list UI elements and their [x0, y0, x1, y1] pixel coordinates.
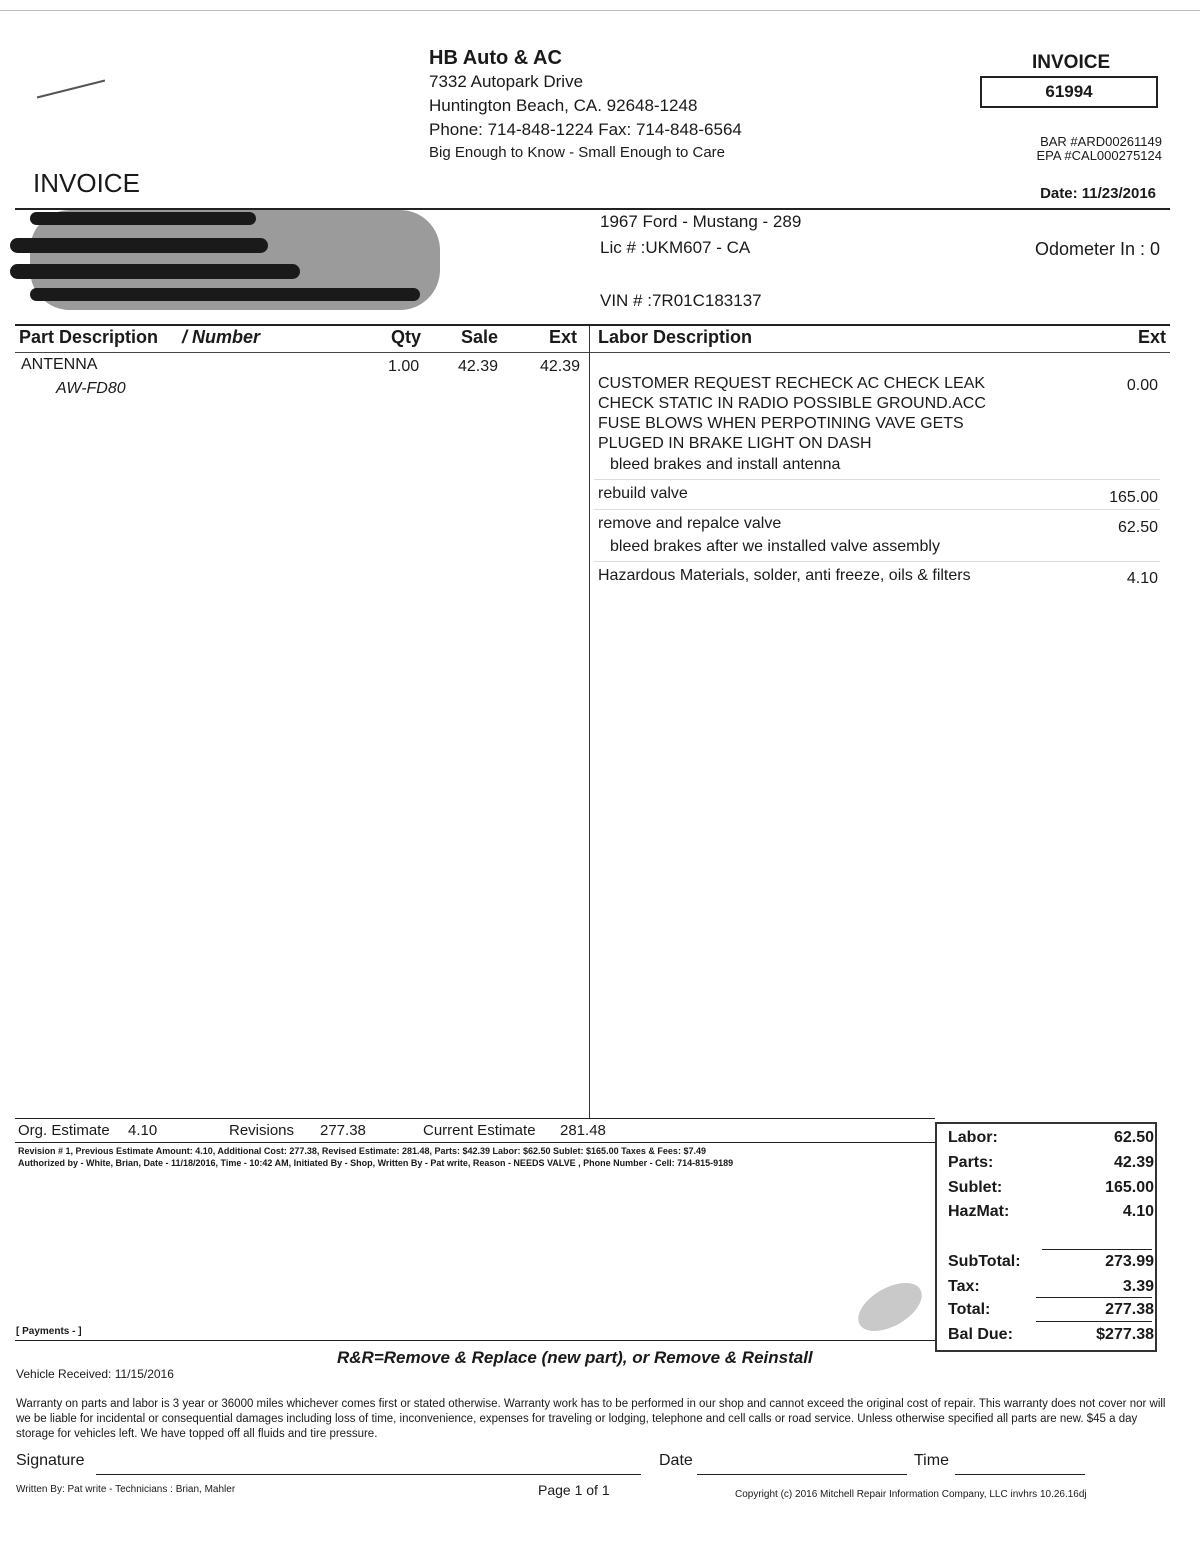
vehicle-license: Lic # :UKM607 - CA — [600, 238, 751, 257]
estimate-top-rule — [15, 1118, 935, 1119]
columns-bottom-rule — [15, 352, 1170, 353]
labor-line: CUSTOMER REQUEST RECHECK AC CHECK LEAK — [598, 375, 986, 392]
col-part-description: Part Description — [19, 327, 159, 347]
shop-name: HB Auto & AC — [429, 47, 562, 69]
date-line[interactable] — [697, 1474, 907, 1475]
labor-separator — [594, 561, 1160, 562]
labor-separator — [594, 479, 1160, 480]
tax-value: 3.39 — [1122, 1278, 1154, 1295]
column-divider — [589, 326, 590, 1118]
bar-number: BAR #ARD00261149 — [1040, 134, 1162, 149]
baldue-label: Bal Due: — [948, 1326, 1013, 1343]
col-ext: Ext — [549, 327, 578, 347]
sublet-total-label: Sublet: — [948, 1179, 1003, 1196]
part-sale: 42.39 — [458, 358, 499, 375]
payments-label: [ Payments - ] — [16, 1326, 82, 1337]
baldue-value: $277.38 — [1096, 1326, 1154, 1343]
labor-line: CHECK STATIC IN RADIO POSSIBLE GROUND.ACC — [598, 395, 986, 412]
columns-top-rule — [15, 324, 1170, 326]
subtotal-value: 273.99 — [1105, 1253, 1154, 1270]
col-sale: Sale — [461, 327, 499, 347]
payments-rule — [15, 1340, 935, 1341]
total-label: Total: — [948, 1301, 991, 1318]
subtotal-label: SubTotal: — [948, 1253, 1021, 1270]
parts-total-value: 42.39 — [1113, 1154, 1154, 1171]
col-qty: Qty — [391, 327, 422, 347]
epa-number: EPA #CAL000275124 — [1036, 148, 1162, 163]
labor-note: bleed brakes after we installed valve assembly — [610, 538, 940, 555]
shop-address2: Huntington Beach, CA. 92648-1248 — [429, 96, 698, 115]
parts-total-label: Parts: — [948, 1154, 994, 1171]
labor-total-value: 62.50 — [1113, 1129, 1154, 1146]
labor-line: Hazardous Materials, solder, anti freeze, oils & filters — [598, 567, 971, 584]
baldue-rule — [1036, 1321, 1152, 1322]
part-number: AW-FD80 — [56, 380, 126, 397]
sublet-total-value: 165.00 — [1105, 1179, 1154, 1196]
pen-mark — [37, 80, 105, 99]
labor-line: PLUGED IN BRAKE LIGHT ON DASH — [598, 435, 872, 452]
labor-amount: 0.00 — [1126, 377, 1158, 394]
total-rule — [1036, 1297, 1152, 1298]
authorized-line: Authorized by - White, Brian, Date - 11/18/2016, Time - 10:42 AM, Initiated By - Shop, Written By - Pat write, Reason - NEEDS VALVE , Phone Number - Cell: 714-815-9189 — [18, 1158, 734, 1168]
hazmat-total-label: HazMat: — [948, 1203, 1010, 1220]
part-description: ANTENNA — [21, 356, 98, 373]
date-label: Date — [659, 1452, 693, 1469]
revisions-value: 277.38 — [320, 1122, 366, 1139]
revisions-label: Revisions — [229, 1122, 295, 1139]
vehicle-model: 1967 Ford - Mustang - 289 — [600, 212, 802, 231]
labor-total-label: Labor: — [948, 1129, 998, 1146]
org-estimate-value: 4.10 — [128, 1122, 158, 1139]
doc-title: INVOICE — [33, 168, 140, 198]
vehicle-vin: VIN # :7R01C183137 — [600, 291, 762, 310]
invoice-label: INVOICE — [1032, 52, 1111, 73]
written-by: Written By: Pat write - Technicians : Brian, Mahler — [16, 1484, 236, 1495]
labor-amount: 4.10 — [1126, 570, 1158, 587]
signature-label: Signature — [16, 1452, 85, 1469]
part-ext: 42.39 — [540, 358, 581, 375]
labor-note: bleed brakes and install antenna — [610, 456, 841, 473]
part-qty: 1.00 — [388, 358, 420, 375]
estimate-bottom-rule — [15, 1142, 935, 1143]
ink-smudge — [850, 1273, 930, 1341]
time-line[interactable] — [955, 1474, 1085, 1475]
copyright: Copyright (c) 2016 Mitchell Repair Information Company, LLC invhrs 10.26.16dj — [735, 1489, 1087, 1500]
labor-line: remove and repalce valve — [598, 515, 782, 532]
time-label: Time — [914, 1452, 949, 1469]
warranty-text: Warranty on parts and labor is 3 year or 36000 miles whichever comes first or stated otherwise. Warranty work has to be performed in our shop and cannot exceed the original cost of repair. This warranty does not cover nor will we be liable for incidental or consequential damages including loss of time, inconvenience, expenses for traveling or lodging, telephone and cell calls or road service. Unless otherwise specified all parts are new. $45 a day storage for vehicles left. We have topped off all fluids and tire pressure. — [16, 1398, 1166, 1440]
hazmat-total-value: 4.10 — [1122, 1203, 1154, 1220]
subtotal-rule — [1042, 1249, 1152, 1250]
signature-line[interactable] — [96, 1474, 641, 1475]
top-edge-rule — [0, 10, 1200, 11]
col-part-number: / Number — [182, 327, 261, 347]
page-number: Page 1 of 1 — [538, 1482, 610, 1498]
current-estimate-value: 281.48 — [560, 1122, 606, 1139]
rr-note: R&R=Remove & Replace (new part), or Remove & Reinstall — [337, 1348, 813, 1367]
invoice-number: 61994 — [980, 76, 1158, 108]
labor-line: FUSE BLOWS WHEN PERPOTINING VAVE GETS — [598, 415, 964, 432]
current-estimate-label: Current Estimate — [423, 1122, 536, 1139]
invoice-date: Date: 11/23/2016 — [1040, 185, 1156, 202]
labor-amount: 165.00 — [1109, 489, 1158, 506]
total-value: 277.38 — [1105, 1301, 1154, 1318]
labor-amount: 62.50 — [1117, 519, 1158, 536]
shop-address1: 7332 Autopark Drive — [429, 72, 584, 91]
shop-tagline: Big Enough to Know - Small Enough to Care — [429, 144, 726, 161]
org-estimate-label: Org. Estimate — [18, 1122, 110, 1139]
col-labor-description: Labor Description — [598, 327, 753, 347]
vehicle-received: Vehicle Received: 11/15/2016 — [16, 1367, 174, 1381]
labor-separator — [594, 509, 1160, 510]
labor-line: rebuild valve — [598, 485, 688, 502]
odometer: Odometer In : 0 — [1034, 239, 1160, 259]
col-labor-ext: Ext — [1137, 327, 1166, 347]
revision-line: Revision # 1, Previous Estimate Amount: 4.10, Additional Cost: 277.38, Revised Estimate: 281.48, Parts: $42.39 Labor: $62.50 Sublet: $165.00 Taxes & Fees: $7.49 — [18, 1146, 706, 1156]
tax-label: Tax: — [948, 1278, 980, 1295]
shop-phone-fax: Phone: 714-848-1224 Fax: 714-848-6564 — [429, 120, 742, 139]
